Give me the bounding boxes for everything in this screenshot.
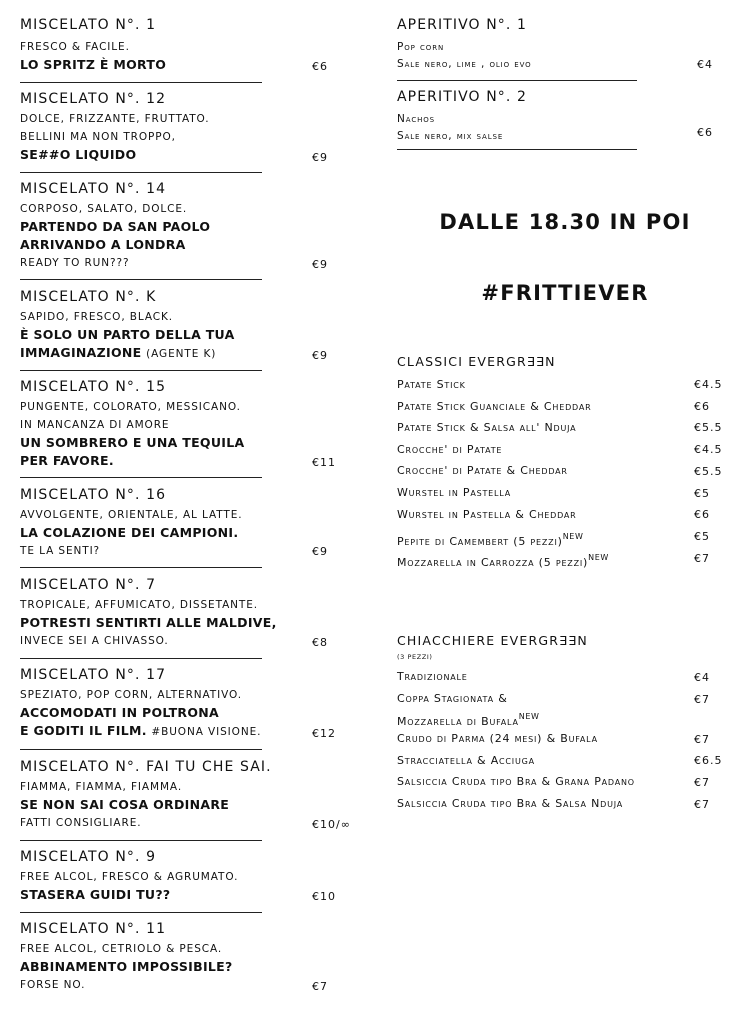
menu-item-price: €6.5 [694,754,723,767]
cocktail-price: €7 [312,980,328,993]
cocktail-item [20,920,262,994]
cocktail-price: €8 [312,636,328,649]
cocktail-item [20,16,262,74]
menu-item [397,549,609,572]
cocktail-description: FREE ALCOL, CETRIOLO & PESCA. [20,943,223,955]
cocktail-title: MISCELATO N°. K [20,289,157,305]
new-badge: NEW [588,553,609,562]
cocktail-description: INVECE SEI A CHIVASSO. [20,635,169,647]
cocktail-price: €10 [312,890,336,903]
cocktail-description: DOLCE, FRIZZANTE, FRUTTATO. [20,113,210,125]
menu-item-name: Pepite di Camembert (5 pezzi) [397,535,563,548]
menu-item [397,708,540,731]
menu-item: Crocche' di Patate [397,443,503,456]
aperitivo-item [397,16,532,73]
cocktail-description: IN MANCANZA DI AMORE [20,419,170,431]
divider [20,912,262,913]
cocktail-tagline: SE##O LIQUIDO [20,147,137,162]
menu-item-price: €4 [694,671,710,684]
cocktail-tagline: LO SPRITZ È MORTO [20,57,167,72]
divider [20,840,262,841]
cocktail-title: MISCELATO N°. 12 [20,91,167,107]
section-title-classici: CLASSICI EVERGR∃∃N [397,354,556,369]
cocktail-price: €9 [312,151,328,164]
cocktail-item [20,378,262,470]
cocktail-item [20,90,262,164]
cocktail-description: PUNGENTE, COLORATO, MESSICANO. [20,401,241,413]
cocktail-price: €9 [312,545,328,558]
cocktail-tagline: SE NON SAI COSA ORDINARE [20,797,230,812]
aperitivo-price: €6 [697,126,713,139]
divider [20,567,262,568]
menu-item-name: Mozzarella in Carrozza (5 pezzi) [397,556,589,569]
cocktail-tagline: STASERA GUIDI TU?? [20,887,171,902]
menu-item: Coppa Stagionata & [397,692,508,705]
menu-item-price: €5 [694,530,710,543]
hashtag-headline: #FRITTIEVER [481,281,649,305]
new-badge: NEW [518,712,540,721]
menu-item-price: €4.5 [694,378,723,391]
cocktail-description: FRESCO & FACILE. [20,41,130,53]
cocktail-tagline [20,722,262,741]
divider [20,749,262,750]
menu-item: Wurstel in Pastella [397,486,511,499]
cocktail-item [20,576,277,650]
divider [20,279,262,280]
cocktail-description: FIAMMA, FIAMMA, FIAMMA. [20,781,183,793]
section-note: (3 PEZZI) [397,653,433,661]
menu-item-price: €6 [694,508,710,521]
cocktail-description: BELLINI MA NON TROPPO, [20,131,176,143]
cocktail-price: €9 [312,258,328,271]
section-title-chiacchiere: CHIACCHIERE EVERGR∃∃N [397,633,588,648]
menu-item-price: €7 [694,798,710,811]
cocktail-tagline-text: IMMAGINAZIONE [20,345,142,360]
divider [20,82,262,83]
cocktail-title: MISCELATO N°. 7 [20,577,157,593]
divider [397,80,637,81]
cocktail-description: FREE ALCOL, FRESCO & AGRUMATO. [20,871,239,883]
cocktail-tagline: POTRESTI SENTIRTI ALLE MALDIVE, [20,615,277,630]
menu-item: Wurstel in Pastella & Cheddar [397,508,577,521]
menu-item-price: €7 [694,733,710,746]
aperitivo-item [397,88,527,145]
cocktail-title: MISCELATO N°. 1 [20,17,157,33]
menu-item-price: €6 [694,400,710,413]
menu-item-price: €7 [694,693,710,706]
cocktail-title: MISCELATO N°. 11 [20,921,167,937]
aperitivo-title: APERITIVO N°. 2 [397,89,527,105]
menu-item: Tradizionale [397,670,468,683]
cocktail-description: FATTI CONSIGLIARE. [20,817,142,829]
cocktail-title: MISCELATO N°. FAI TU CHE SAI. [20,759,272,775]
cocktail-tagline: ACCOMODATI IN POLTRONA [20,705,219,720]
menu-item-price: €4.5 [694,443,723,456]
new-badge: NEW [562,532,584,541]
cocktail-tagline: PARTENDO DA SAN PAOLO [20,219,211,234]
menu-item: Stracciatella & Acciuga [397,754,535,767]
menu-item: Patate Stick Guanciale & Cheddar [397,400,592,413]
cocktail-title: MISCELATO N°. 9 [20,849,157,865]
menu-item [397,528,583,551]
aperitivo-title: APERITIVO N°. 1 [397,17,527,33]
cocktail-tagline: UN SOMBRERO E UNA TEQUILA [20,435,245,450]
cocktail-title: MISCELATO N°. 17 [20,667,167,683]
cocktail-tagline: PER FAVORE. [20,453,114,468]
cocktail-description: READY TO RUN??? [20,257,130,269]
divider [20,172,262,173]
cocktail-price: €9 [312,349,328,362]
cocktail-item [20,758,272,832]
cocktail-description: TE LA SENTI? [20,545,101,557]
divider [20,658,262,659]
cocktail-description: SPEZIATO, POP CORN, ALTERNATIVO. [20,689,242,701]
menu-item: Crudo di Parma (24 mesi) & Bufala [397,732,598,745]
menu-item: Patate Stick & Salsa all' Nduja [397,421,577,434]
cocktail-note: #BUONA VISIONE. [151,726,262,738]
divider [397,149,637,150]
cocktail-description: TROPICALE, AFFUMICATO, DISSETANTE. [20,599,259,611]
menu-item-price: €5 [694,487,710,500]
menu-item: Patate Stick [397,378,466,391]
cocktail-note: (AGENTE K) [146,348,217,360]
cocktail-price: €11 [312,456,336,469]
divider [20,370,262,371]
aperitivo-price: €4 [697,58,713,71]
cocktail-tagline-text: E GODITI IL FILM. [20,723,147,738]
cocktail-tagline: LA COLAZIONE DEI CAMPIONI. [20,525,239,540]
cocktail-title: MISCELATO N°. 15 [20,379,167,395]
cocktail-tagline: ABBINAMENTO IMPOSSIBILE? [20,959,233,974]
cocktail-description: CORPOSO, SALATO, DOLCE. [20,203,188,215]
cocktail-item [20,486,262,560]
divider [20,477,262,478]
cocktail-item [20,848,262,904]
aperitivo-description: Sale nero, mix salse [397,130,504,142]
menu-item-price: €7 [694,552,710,565]
menu-item: Salsiccia Cruda tipo Bra & Salsa Nduja [397,797,624,810]
menu-item: Salsiccia Cruda tipo Bra & Grana Padano [397,775,635,788]
cocktail-price: €10/∞ [312,818,351,831]
cocktail-tagline: ARRIVANDO A LONDRA [20,237,186,252]
cocktail-item [20,666,262,741]
aperitivo-description: Nachos [397,113,436,125]
cocktail-title: MISCELATO N°. 16 [20,487,167,503]
cocktail-tagline: È SOLO UN PARTO DELLA TUA [20,327,235,342]
cocktail-title: MISCELATO N°. 14 [20,181,167,197]
cocktail-description: AVVOLGENTE, ORIENTALE, AL LATTE. [20,509,243,521]
cocktail-tagline [20,344,262,363]
cocktail-item [20,288,262,363]
menu-item: Crocche' di Patate & Cheddar [397,464,568,477]
menu-item-price: €5.5 [694,421,723,434]
menu-item-name: Mozzarella di Bufala [397,715,519,728]
time-headline: DALLE 18.30 IN POI [439,210,691,234]
cocktail-description: FORSE NO. [20,979,86,991]
menu-item-price: €5.5 [694,465,723,478]
menu-item-price: €7 [694,776,710,789]
cocktail-item [20,180,262,272]
cocktail-description: SAPIDO, FRESCO, BLACK. [20,311,174,323]
cocktail-price: €12 [312,727,336,740]
aperitivo-description: Sale nero, lime , olio evo [397,58,532,70]
cocktail-price: €6 [312,60,328,73]
aperitivo-description: Pop corn [397,41,445,53]
